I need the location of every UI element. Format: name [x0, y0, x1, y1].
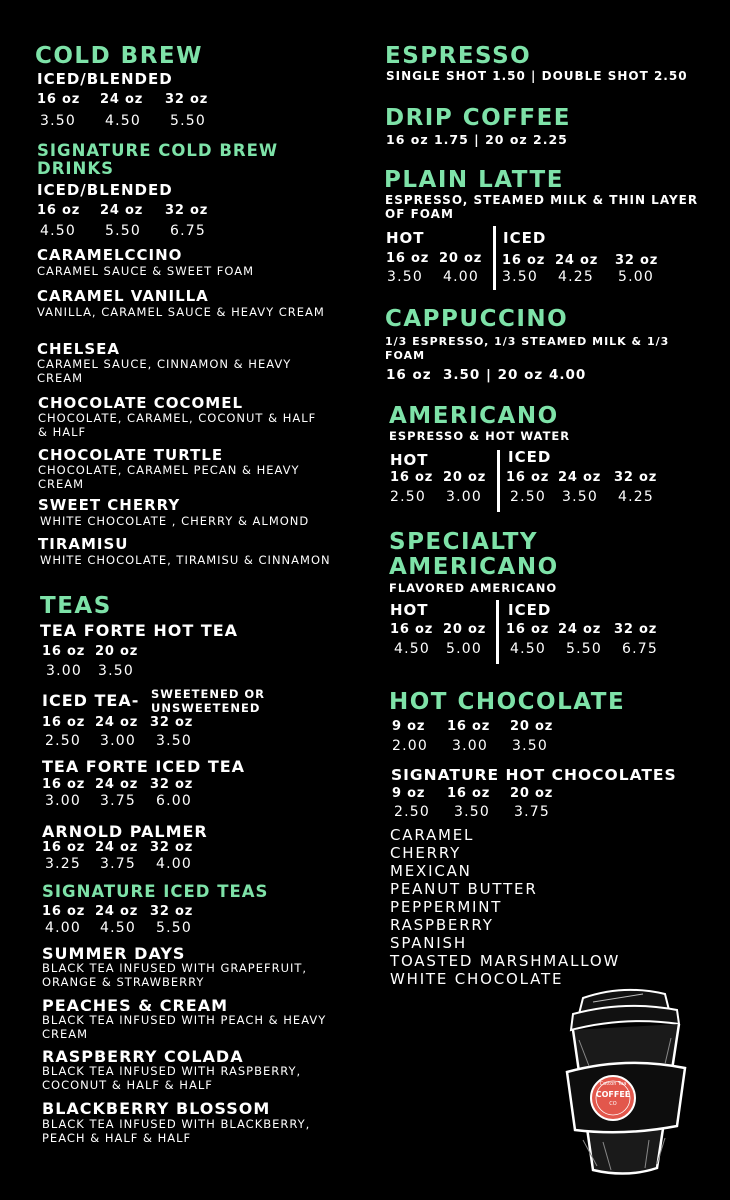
americano-iced-price-32: 4.25	[618, 489, 654, 505]
flavor-item: PEPPERMINT	[390, 898, 503, 916]
specialty-americano-hot-label: HOT	[390, 601, 429, 619]
hot-chocolate-size-20: 20 oz	[510, 719, 554, 734]
drink-name: SUMMER DAYS	[42, 944, 186, 963]
cold-brew-size-24: 24 oz	[100, 92, 144, 107]
specialty-americano-title-line-2: AMERICANO	[389, 554, 559, 580]
flavor-item: CHERRY	[390, 844, 462, 862]
signature-hot-chocolates-price-20: 3.75	[514, 804, 550, 820]
specialty-americano-title-line-1: SPECIALTY	[389, 529, 539, 555]
flavor-item: WHITE CHOCOLATE	[390, 970, 564, 988]
signature-hot-chocolates-title: SIGNATURE HOT CHOCOLATES	[391, 766, 677, 784]
tea-forte-iced-price-32: 6.00	[156, 793, 192, 809]
tea-forte-hot-size-16: 16 oz	[42, 644, 86, 659]
cappuccino-description: 1/3 ESPRESSO, 1/3 STEAMED MILK & 1/3 FOAM	[385, 335, 670, 362]
plain-latte-title: PLAIN LATTE	[384, 167, 564, 193]
cold-brew-title: COLD BREW	[35, 43, 204, 69]
signature-hot-chocolates-size-16: 16 oz	[447, 786, 491, 801]
signature-cold-brew-price-24: 5.50	[105, 223, 141, 239]
drink-name: SWEET CHERRY	[38, 496, 181, 514]
americano-description: ESPRESSO & HOT WATER	[389, 429, 571, 443]
cappuccino-line: 16 oz 3.50 | 20 oz 4.00	[386, 367, 587, 383]
specialty-americano-iced-label: ICED	[508, 601, 552, 619]
cold-brew-size-16: 16 oz	[37, 92, 81, 107]
signature-hot-chocolates-price-9: 2.50	[394, 804, 430, 820]
drink-name: CHELSEA	[37, 340, 121, 358]
drink-name: CARAMEL VANILLA	[37, 287, 209, 305]
tea-forte-iced-name: TEA FORTE ICED TEA	[42, 757, 246, 776]
americano-hot-size-16: 16 oz	[390, 470, 434, 485]
plain-latte-hot-label: HOT	[386, 229, 425, 247]
signature-hot-chocolates-size-9: 9 oz	[392, 786, 426, 801]
drink-description: WHITE CHOCOLATE, TIRAMISU & CINNAMON	[40, 553, 331, 567]
signature-iced-teas-title: SIGNATURE ICED TEAS	[42, 882, 269, 901]
cold-brew-price-32: 5.50	[170, 113, 206, 129]
signature-cold-brew-size-24: 24 oz	[100, 203, 144, 218]
iced-tea-price-24: 3.00	[100, 733, 136, 749]
arnold-palmer-price-24: 3.75	[100, 856, 136, 872]
flavor-list	[390, 826, 620, 988]
tea-forte-hot-size-20: 20 oz	[95, 644, 139, 659]
flavor-item: SPANISH	[390, 934, 467, 952]
americano-iced-size-32: 32 oz	[614, 470, 658, 485]
drink-description: CARAMEL SAUCE & SWEET FOAM	[37, 264, 255, 278]
signature-cold-brew-price-32: 6.75	[170, 223, 206, 239]
specialty-americano-iced-price-24: 5.50	[566, 641, 602, 657]
arnold-palmer-name: ARNOLD PALMER	[42, 822, 208, 841]
specialty-americano-iced-size-16: 16 oz	[506, 622, 550, 637]
flavor-item: CARAMEL	[390, 826, 475, 844]
tea-forte-iced-size-32: 32 oz	[150, 777, 194, 792]
drink-description: BLACK TEA INFUSED WITH BLACKBERRY, PEACH & HALF & HALF	[42, 1117, 311, 1145]
hot-chocolate-size-16: 16 oz	[447, 719, 491, 734]
plain-latte-iced-price-32: 5.00	[618, 269, 654, 285]
americano-divider	[497, 450, 500, 512]
specialty-americano-iced-size-24: 24 oz	[558, 622, 602, 637]
drink-description: BLACK TEA INFUSED WITH GRAPEFRUIT, ORANGE & STRAWBERRY	[42, 961, 308, 989]
signature-iced-teas-price-32: 5.50	[156, 920, 192, 936]
iced-tea-price-16: 2.50	[45, 733, 81, 749]
specialty-americano-description: FLAVORED AMERICANO	[389, 581, 558, 595]
signature-cold-brew-size-32: 32 oz	[165, 203, 209, 218]
cold-brew-size-32: 32 oz	[165, 92, 209, 107]
drink-name: RASPBERRY COLADA	[42, 1047, 244, 1066]
drink-description: VANILLA, CARAMEL SAUCE & HEAVY CREAM	[37, 305, 325, 319]
americano-hot-price-20: 3.00	[446, 489, 482, 505]
hot-chocolate-title: HOT CHOCOLATE	[389, 689, 626, 715]
americano-iced-price-24: 3.50	[562, 489, 598, 505]
iced-tea-size-24: 24 oz	[95, 715, 139, 730]
drink-name: CHOCOLATE TURTLE	[38, 446, 224, 464]
plain-latte-iced-size-24: 24 oz	[555, 253, 599, 268]
drink-name: BLACKBERRY BLOSSOM	[42, 1099, 271, 1118]
specialty-americano-hot-size-20: 20 oz	[443, 622, 487, 637]
drink-name: CARAMELCCINO	[37, 246, 183, 264]
tea-forte-iced-size-24: 24 oz	[95, 777, 139, 792]
arnold-palmer-size-32: 32 oz	[150, 840, 194, 855]
arnold-palmer-size-24: 24 oz	[95, 840, 139, 855]
drink-description: CHOCOLATE, CARAMEL, COCONUT & HALF & HALF	[38, 411, 317, 439]
iced-tea-note: SWEETENED OR UNSWEETENED	[151, 687, 266, 715]
drink-description: CHOCOLATE, CARAMEL PECAN & HEAVY CREAM	[38, 463, 300, 491]
plain-latte-hot-size-16: 16 oz	[386, 251, 430, 266]
espresso-title: ESPRESSO	[385, 43, 532, 69]
iced-tea-size-32: 32 oz	[150, 715, 194, 730]
cold-brew-subtitle: ICED/BLENDED	[37, 70, 173, 88]
americano-iced-price-16: 2.50	[510, 489, 546, 505]
plain-latte-iced-price-16: 3.50	[502, 269, 538, 285]
specialty-americano-hot-size-16: 16 oz	[390, 622, 434, 637]
cold-brew-price-24: 4.50	[105, 113, 141, 129]
hot-chocolate-price-16: 3.00	[452, 738, 488, 754]
specialty-americano-iced-price-32: 6.75	[622, 641, 658, 657]
drink-description: BLACK TEA INFUSED WITH PEACH & HEAVY CREAM	[42, 1013, 327, 1041]
signature-hot-chocolates-price-16: 3.50	[454, 804, 490, 820]
flavor-item: RASPBERRY	[390, 916, 494, 934]
logo-word: COFFEE	[595, 1090, 631, 1099]
plain-latte-iced-price-24: 4.25	[558, 269, 594, 285]
hot-chocolate-size-9: 9 oz	[392, 719, 426, 734]
drip-coffee-line: 16 oz 1.75 | 20 oz 2.25	[386, 132, 568, 147]
americano-hot-label: HOT	[390, 451, 429, 469]
iced-tea-name: ICED TEA-	[42, 691, 140, 710]
specialty-americano-divider	[496, 600, 499, 664]
specialty-americano-hot-price-20: 5.00	[446, 641, 482, 657]
arnold-palmer-price-16: 3.25	[45, 856, 81, 872]
signature-cold-brew-title: SIGNATURE COLD BREW DRINKS	[37, 141, 279, 178]
signature-iced-teas-price-16: 4.00	[45, 920, 81, 936]
iced-tea-size-16: 16 oz	[42, 715, 86, 730]
drip-coffee-title: DRIP COFFEE	[385, 105, 572, 131]
specialty-americano-hot-price-16: 4.50	[394, 641, 430, 657]
cold-brew-price-16: 3.50	[40, 113, 76, 129]
americano-title: AMERICANO	[389, 403, 559, 429]
drink-name: TIRAMISU	[38, 535, 129, 553]
americano-iced-label: ICED	[508, 448, 552, 466]
drink-name: PEACHES & CREAM	[42, 996, 229, 1015]
signature-cold-brew-subtitle: ICED/BLENDED	[37, 181, 173, 199]
americano-hot-size-20: 20 oz	[443, 470, 487, 485]
tea-forte-hot-price-20: 3.50	[98, 663, 134, 679]
drink-description: CARAMEL SAUCE, CINNAMON & HEAVY CREAM	[37, 357, 292, 385]
tea-forte-iced-price-16: 3.00	[45, 793, 81, 809]
flavor-item: MEXICAN	[390, 862, 472, 880]
hot-chocolate-price-9: 2.00	[392, 738, 428, 754]
arnold-palmer-price-32: 4.00	[156, 856, 192, 872]
plain-latte-description: ESPRESSO, STEAMED MILK & THIN LAYER OF FOAM	[385, 193, 699, 221]
americano-hot-price-16: 2.50	[390, 489, 426, 505]
plain-latte-iced-size-32: 32 oz	[615, 253, 659, 268]
signature-cold-brew-size-16: 16 oz	[37, 203, 81, 218]
arnold-palmer-size-16: 16 oz	[42, 840, 86, 855]
tea-forte-iced-price-24: 3.75	[100, 793, 136, 809]
logo-sub-text: CO	[609, 1101, 617, 1107]
plain-latte-iced-size-16: 16 oz	[502, 253, 546, 268]
specialty-americano-iced-price-16: 4.50	[510, 641, 546, 657]
flavor-item: PEANUT BUTTER	[390, 880, 538, 898]
specialty-americano-iced-size-32: 32 oz	[614, 622, 658, 637]
americano-iced-size-24: 24 oz	[558, 470, 602, 485]
plain-latte-hot-price-16: 3.50	[387, 269, 423, 285]
signature-iced-teas-price-24: 4.50	[100, 920, 136, 936]
americano-iced-size-16: 16 oz	[506, 470, 550, 485]
espresso-line: SINGLE SHOT 1.50 | DOUBLE SHOT 2.50	[386, 69, 688, 83]
signature-iced-teas-size-24: 24 oz	[95, 904, 139, 919]
flavor-item: TOASTED MARSHMALLOW	[390, 952, 621, 970]
drink-description: WHITE CHOCOLATE , CHERRY & ALMOND	[40, 514, 310, 528]
drink-description: BLACK TEA INFUSED WITH RASPBERRY, COCONUT & HALF & HALF	[42, 1064, 302, 1092]
plain-latte-hot-size-20: 20 oz	[439, 251, 483, 266]
tea-forte-hot-name: TEA FORTE HOT TEA	[40, 621, 239, 640]
signature-cold-brew-price-16: 4.50	[40, 223, 76, 239]
logo-top-text: Cotton Tea	[599, 1081, 627, 1087]
tea-forte-hot-price-16: 3.00	[46, 663, 82, 679]
drink-name: CHOCOLATE COCOMEL	[38, 394, 244, 412]
cappuccino-title: CAPPUCCINO	[385, 306, 569, 332]
teas-title: TEAS	[40, 593, 112, 619]
plain-latte-divider	[493, 226, 496, 290]
iced-tea-price-32: 3.50	[156, 733, 192, 749]
signature-iced-teas-size-32: 32 oz	[150, 904, 194, 919]
hot-chocolate-price-20: 3.50	[512, 738, 548, 754]
signature-iced-teas-size-16: 16 oz	[42, 904, 86, 919]
coffee-cup-icon	[553, 980, 693, 1180]
plain-latte-hot-price-20: 4.00	[443, 269, 479, 285]
tea-forte-iced-size-16: 16 oz	[42, 777, 86, 792]
signature-hot-chocolates-size-20: 20 oz	[510, 786, 554, 801]
plain-latte-iced-label: ICED	[503, 229, 547, 247]
